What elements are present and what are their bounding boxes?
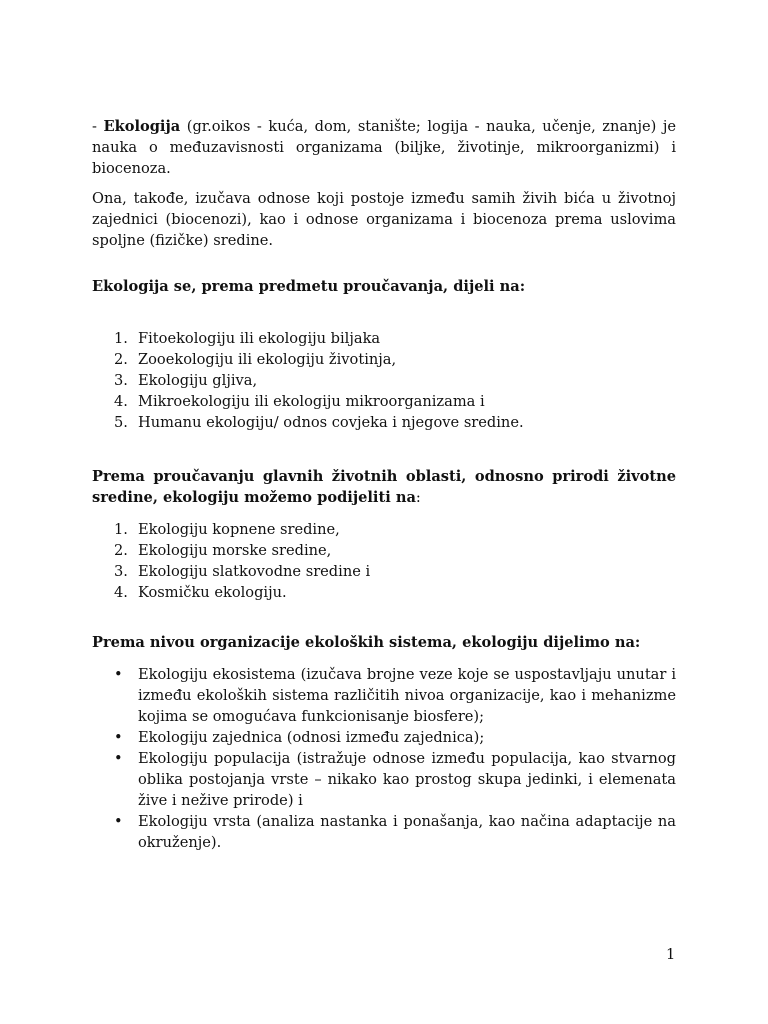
list-item-text: Ekologiju morske sredine,	[138, 542, 332, 559]
list-item-text: Ekologiju slatkovodne sredine i	[138, 563, 371, 580]
list-item	[92, 664, 676, 727]
list-item	[92, 519, 676, 540]
list-item	[92, 349, 676, 370]
section3-heading: Prema nivou organizacije ekoloških sistema, ekologiju dijelimo na:	[92, 634, 641, 651]
list-item-text: Ekologiju zajednica (odnosi između zajednica);	[138, 729, 485, 746]
bullet-icon: •	[114, 813, 123, 830]
list-item	[92, 391, 676, 412]
section2-heading-colon: :	[415, 489, 421, 506]
paragraph-2: Ona, takođe, izučava odnose koji postoje između samih živih bića u životnoj zajednici (biocenozi), kao i odnose organizama i biocenoza prema uslovima spoljne (fizičke) sredine.	[92, 190, 676, 249]
bullet-icon: •	[114, 750, 123, 767]
list-item-text: Ekologiju vrsta (analiza nastanka i ponašanja, kao načina adaptacije na okruženje).	[138, 813, 676, 851]
list-item-text: Mikroekologiju ili ekologiju mikroorganizama i	[138, 393, 485, 410]
section3-list	[92, 664, 676, 853]
list-number: 4.	[114, 393, 128, 410]
page-number: 1	[666, 946, 676, 963]
list-item	[92, 370, 676, 391]
bullet-icon: •	[114, 666, 123, 683]
section1-list	[92, 328, 676, 433]
page-content	[92, 116, 676, 853]
list-item-text: Kosmičku ekologiju.	[138, 584, 287, 601]
list-item	[92, 748, 676, 811]
list-item	[92, 727, 676, 748]
list-number: 3.	[114, 372, 128, 389]
list-item	[92, 540, 676, 561]
list-number: 1.	[114, 330, 128, 347]
list-item-text: Fitoekologiju ili ekologiju biljaka	[138, 330, 381, 347]
list-item	[92, 561, 676, 582]
list-number: 2.	[114, 351, 128, 368]
list-item-text: Ekologiju kopnene sredine,	[138, 521, 340, 538]
section1-heading: Ekologija se, prema predmetu proučavanja, dijeli na:	[92, 278, 526, 295]
intro-lead: -	[92, 118, 104, 135]
list-item	[92, 328, 676, 349]
list-item	[92, 412, 676, 433]
section2-list	[92, 519, 676, 603]
list-item-text: Ekologiju populacija (istražuje odnose između populacija, kao stvarnog oblika postojanja vrste – nikako kao prostog skupa jedinki, i elemenata žive i nežive prirode) i	[138, 750, 676, 809]
list-number: 3.	[114, 563, 128, 580]
list-item-text: Ekologiju gljiva,	[138, 372, 258, 389]
list-item	[92, 811, 676, 853]
list-number: 2.	[114, 542, 128, 559]
list-number: 4.	[114, 584, 128, 601]
intro-rest: (gr.oikos - kuća, dom, stanište; logija - nauka, učenje, znanje) je nauka o međuzavisnosti organizama (biljke, životinje, mikroorganizmi) i biocenoza.	[92, 118, 676, 177]
list-item-text: Zooekologiju ili ekologiju životinja,	[138, 351, 397, 368]
intro-paragraph	[92, 116, 676, 179]
list-item-text: Ekologiju ekosistema (izučava brojne veze koje se uspostavljaju unutar i između ekoloških sistema različitih nivoa organizacije, kao i mehanizme kojima se omogućava funkcionisanje biosfere);	[138, 666, 676, 725]
list-number: 5.	[114, 414, 128, 431]
section2-heading-text: Prema proučavanju glavnih životnih oblasti, odnosno prirodi životne sredine, ekologiju možemo podijeliti na	[92, 468, 676, 506]
list-number: 1.	[114, 521, 128, 538]
list-item-text: Humanu ekologiju/ odnos covjeka i njegove sredine.	[138, 414, 524, 431]
intro-term: Ekologija	[103, 118, 181, 135]
section2-heading	[92, 466, 676, 508]
list-item	[92, 582, 676, 603]
bullet-icon: •	[114, 729, 123, 746]
